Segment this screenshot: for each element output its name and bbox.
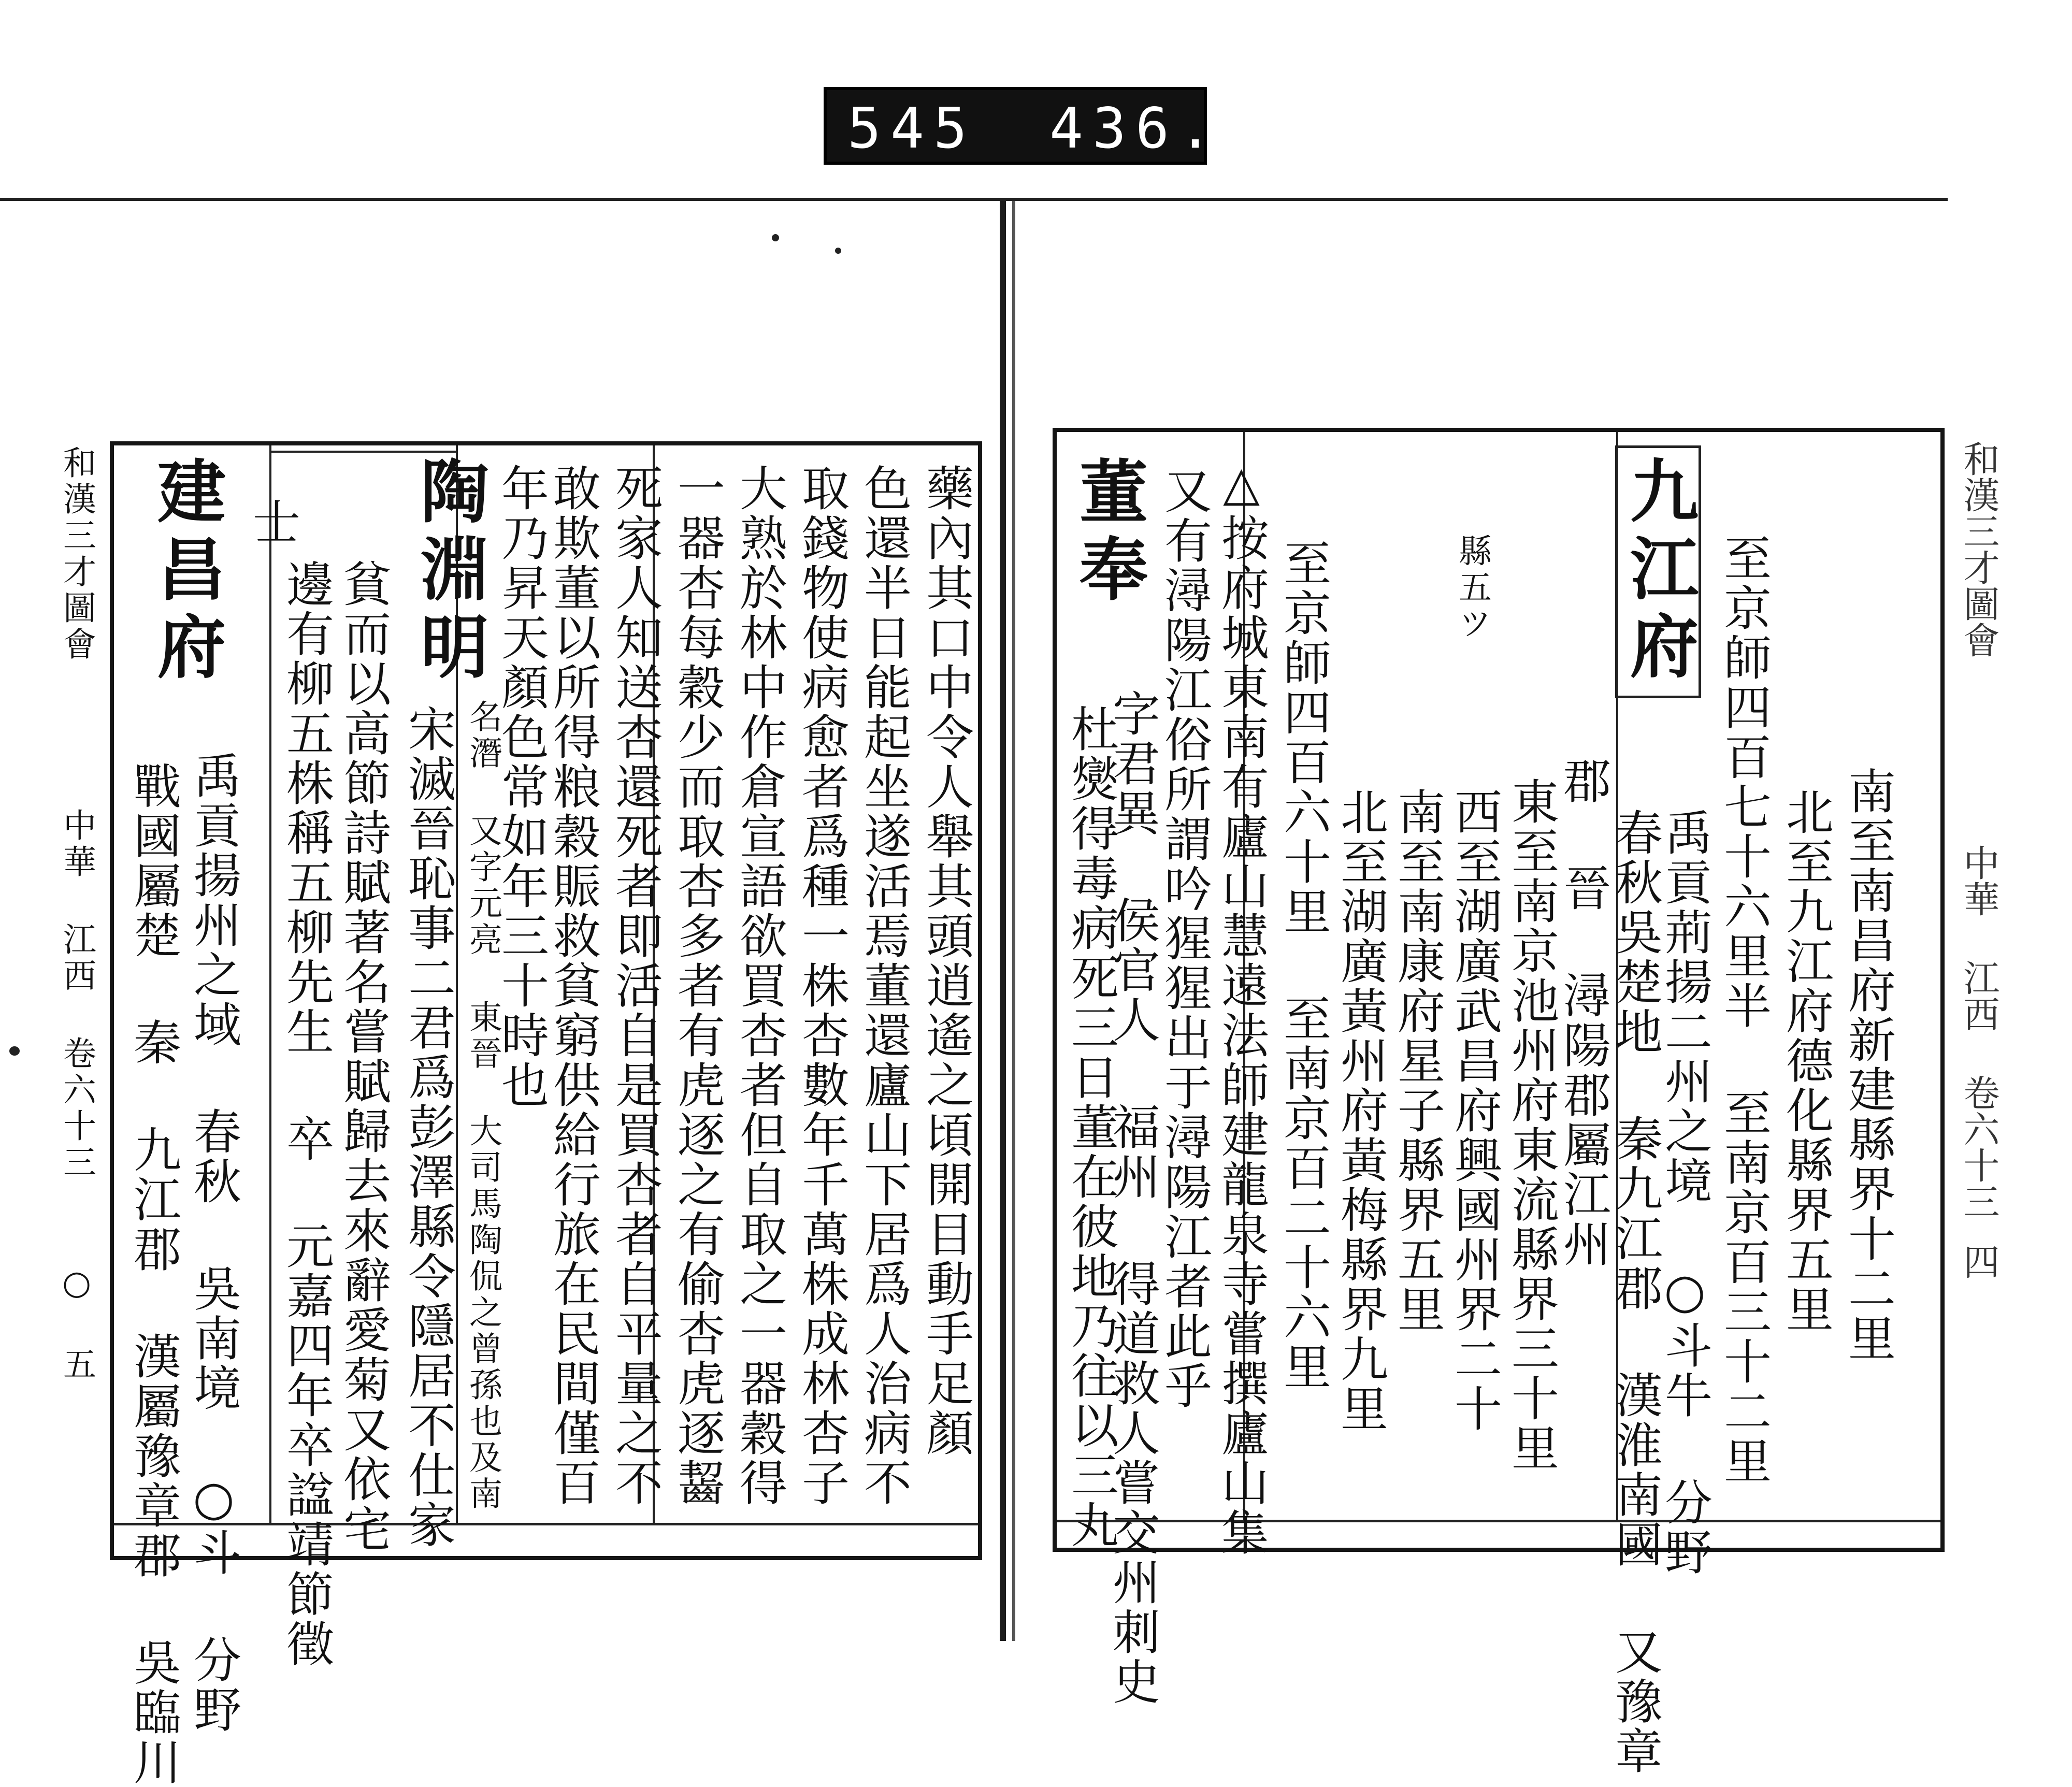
archive-label <box>824 87 1222 165</box>
scan-speck <box>9 1046 20 1056</box>
scan-speck <box>772 234 779 241</box>
left-margin-title: 和漢三才圖會 <box>57 445 96 663</box>
top-rule <box>269 451 456 453</box>
jiujiang-col-2: 北至九江府德化縣界五里 <box>1778 787 1834 1334</box>
right-margin-title: 和漢三才圖會 <box>1958 440 2000 658</box>
archive-label-right: 436. <box>1049 96 1222 161</box>
direction-col-3: 南至南康府星子縣界五里 <box>1390 787 1445 1334</box>
column-rule <box>269 445 271 1523</box>
tao-col-5: 士 <box>245 497 300 547</box>
tao-col-4: 邊有柳五株稱五柳先生 卒 元嘉四年卒諡靖節徵 <box>279 559 334 1669</box>
note-col-1: △按府城東南有廬山慧遠法師建龍泉寺嘗撰廬山集 <box>1214 456 1269 1558</box>
jiujiang-col-1: 南至南昌府新建縣界十二里 <box>1840 767 1896 1363</box>
direction-col-4: 北至湖廣黃州府黃梅縣界九里 <box>1333 787 1388 1434</box>
dongfeng-col-2: 杜爕得毒病死三日董在彼地乃往以三丸 <box>1063 704 1119 1550</box>
dongfeng-continued-col-3: 取錢物使病愈者爲種一株杏數年千萬株成林杏子 <box>794 464 850 1508</box>
direction-col-2: 西至湖廣武昌府興國州界二十 <box>1447 787 1502 1434</box>
scan-speck <box>835 248 841 254</box>
direction-col-1: 東至南京池州府東流縣界三十里 <box>1504 777 1559 1473</box>
jiujiang-col-4: 禹貢荊揚二州之境 ○斗牛 分野 <box>1657 808 1713 1577</box>
jiujiang-col-3: 至京師四百七十六里半 至南京百三十二里 <box>1716 534 1772 1486</box>
dongfeng-continued-col-4: 大熟於林中作倉宣語欲買杏者但自取之一器穀得 <box>732 464 787 1508</box>
book-spine-shadow <box>1012 201 1015 1641</box>
dongfeng-heading: 董奉 <box>1068 456 1148 611</box>
jianchang-heading: 建昌府 <box>146 456 226 689</box>
tao-col-1: 名潛 又字元亮 東晉 大司馬陶侃之曾孫也及南 <box>464 699 502 1512</box>
right-margin-page: 四 <box>1958 1243 2000 1279</box>
dongfeng-continued-col-8: 年乃昇天顏色常如年三十時也 <box>494 464 549 1110</box>
counties-count: 縣五ツ <box>1453 534 1491 642</box>
right-margin-section: 中華 江西 卷六十三 <box>1958 844 2000 1219</box>
jiujiang-col-5: 春秋吳楚地 秦九江郡 漢淮南國 又豫章 <box>1607 808 1663 1776</box>
dongfeng-continued-col-6: 死家人知送杏還死者即活自是買杏者自平量之不 <box>608 464 663 1508</box>
dongfeng-col-1: 字君異 侯官人 福州 得道救人嘗交州刺史 <box>1105 689 1160 1707</box>
book-spine <box>1000 201 1006 1641</box>
dongfeng-continued-col-5: 一器杏每穀少而取杏多者有虎逐之有偷杏虎逐齧 <box>670 464 725 1508</box>
tao-col-3: 貧而以高節詩賦著名嘗賦歸去來辭愛菊又依宅 <box>336 559 391 1554</box>
dongfeng-continued-col-1: 藥內其口中令人舉其頭逍遙之頃開目動手足顏 <box>918 464 974 1458</box>
dongfeng-continued-col-7: 敢欺董以所得粮穀賑救貧窮供給行旅在民間僅百 <box>545 464 601 1508</box>
dongfeng-continued-col-2: 色還半日能起坐遂活焉董還廬山下居爲人治病不 <box>856 464 912 1508</box>
note-col-2: 又有潯陽江俗所謂吟猩猩出于潯陽江者此乎 <box>1157 466 1212 1411</box>
jiujiang-col-6: 郡 晉 潯陽郡屬江州 <box>1556 756 1611 1269</box>
tao-col-2: 宋滅晉恥事二君爲彭澤縣令隱居不仕家 <box>400 704 456 1550</box>
left-margin-page: ○ 五 <box>57 1264 96 1383</box>
bottom-rule <box>114 1523 978 1525</box>
jianchang-col-2: 戰國屬楚 秦 九江郡 漢屬豫章郡 吳臨川 <box>126 761 181 1787</box>
left-margin-section: 中華 江西 卷六十三 <box>57 808 96 1181</box>
jiujiang-heading: 九江府 <box>1615 445 1701 698</box>
direction-col-5: 至京師四百六十里 至南京百二十六里 <box>1276 539 1331 1392</box>
archive-label-left: 545 <box>847 96 977 161</box>
jianchang-col-1: 禹貢揚州之域 春秋 吳南境 ○斗 分野 <box>186 751 241 1735</box>
bottom-rule <box>1057 1520 1940 1522</box>
tao-yuanming-heading: 陶淵明 <box>409 456 489 689</box>
